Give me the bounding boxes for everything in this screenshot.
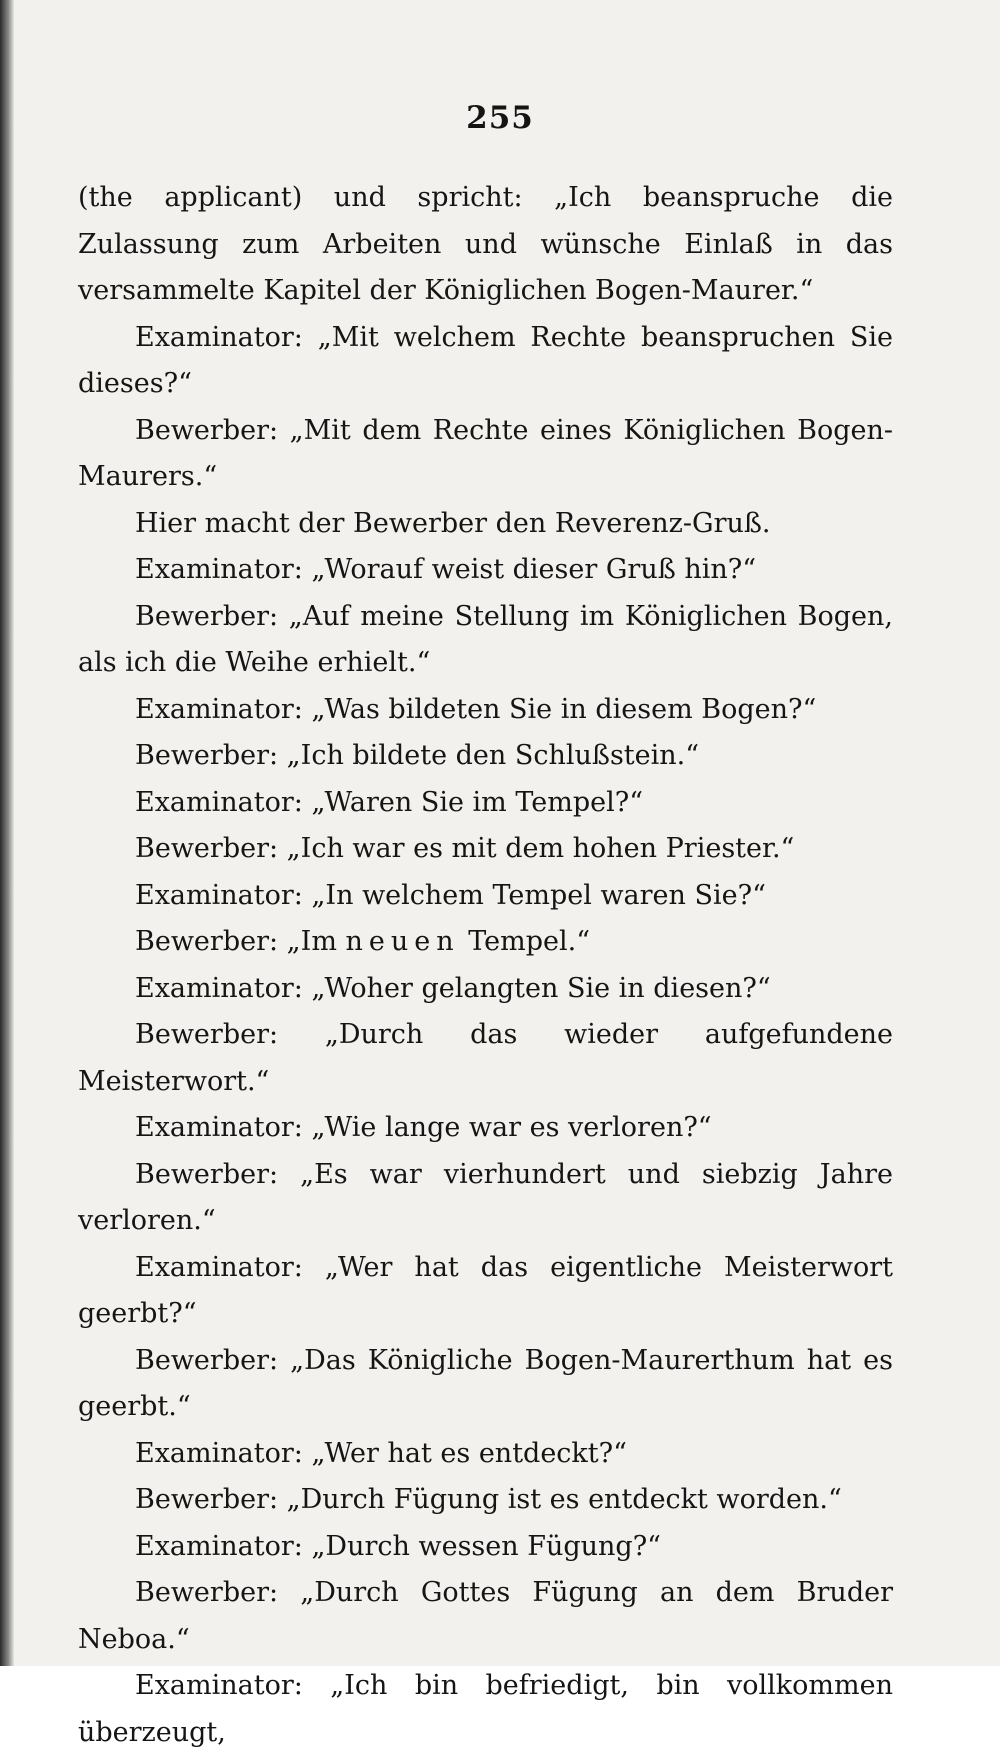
paragraph-bewerber-answer: Bewerber: „Durch Gottes Fügung an dem Bruder Neboa.“ [78, 1577, 893, 1655]
paragraph-bewerber-answer: Bewerber: „Auf meine Stellung im Königlichen Bogen, als ich die Weihe erhielt.“ [78, 600, 893, 678]
paragraph-examinator-question: Examinator: „Durch wessen Fügung?“ [135, 1530, 661, 1562]
paragraph-examinator-question: Examinator: „In welchem Tempel waren Sie?“ [135, 879, 766, 911]
answer-text: Bewerber: „Im [135, 926, 346, 957]
paragraph-examinator-question: Examinator: „Worauf weist dieser Gruß hin?“ [135, 554, 757, 585]
paragraph-examinator-question: Examinator: „Mit welchem Rechte beanspruchen Sie dieses?“ [78, 321, 893, 399]
paragraph-bewerber-answer [78, 919, 893, 966]
emphasized-word: neuen [345, 926, 460, 957]
paragraph-stage-direction: Hier macht der Bewerber den Reverenz-Gruß. [135, 507, 771, 539]
paragraph-examinator-question: Examinator: „Waren Sie im Tempel?“ [135, 786, 644, 818]
answer-text: Tempel.“ [459, 926, 590, 957]
body-text [78, 175, 893, 1756]
paragraph-examinator-question: Examinator: „Woher gelangten Sie in diesen?“ [135, 972, 771, 1004]
page-number: 255 [466, 100, 534, 136]
paragraph-bewerber-answer: Bewerber: „Ich war es mit dem hohen Priester.“ [135, 833, 795, 864]
paragraph-examinator-question: Examinator: „Was bildeten Sie in diesem Bogen?“ [135, 693, 817, 725]
paragraph-bewerber-answer: Bewerber: „Mit dem Rechte eines Königlichen Bogen-Maurers.“ [78, 414, 893, 492]
paragraph-bewerber-answer: Bewerber: „Durch das wieder aufgefundene Meisterwort.“ [78, 1019, 893, 1097]
paragraph-examinator-question: Examinator: „Ich bin befriedigt, bin vollkommen überzeugt, [78, 1670, 893, 1748]
paragraph-bewerber-answer: Bewerber: „Ich bildete den Schlußstein.“ [135, 740, 700, 771]
book-gutter-shadow [0, 0, 14, 1666]
paragraph-bewerber-answer: Bewerber: „Durch Fügung ist es entdeckt worden.“ [135, 1484, 842, 1515]
paragraph-applicant-request: (the applicant) und spricht: „Ich beanspruche die Zulassung zum Arbeiten und wünsche Einlaß in das versammelte Kapitel der Königlichen Bogen-Maurer.“ [78, 182, 893, 306]
paragraph-examinator-question: Examinator: „Wie lange war es verloren?“ [135, 1112, 712, 1143]
paragraph-bewerber-answer: Bewerber: „Es war vierhundert und siebzig Jahre verloren.“ [78, 1158, 893, 1236]
paragraph-bewerber-answer: Bewerber: „Das Königliche Bogen-Maurerthum hat es geerbt.“ [78, 1344, 893, 1422]
paragraph-examinator-question: Examinator: „Wer hat das eigentliche Meisterwort geerbt?“ [78, 1251, 893, 1329]
paragraph-examinator-question: Examinator: „Wer hat es entdeckt?“ [135, 1437, 627, 1469]
